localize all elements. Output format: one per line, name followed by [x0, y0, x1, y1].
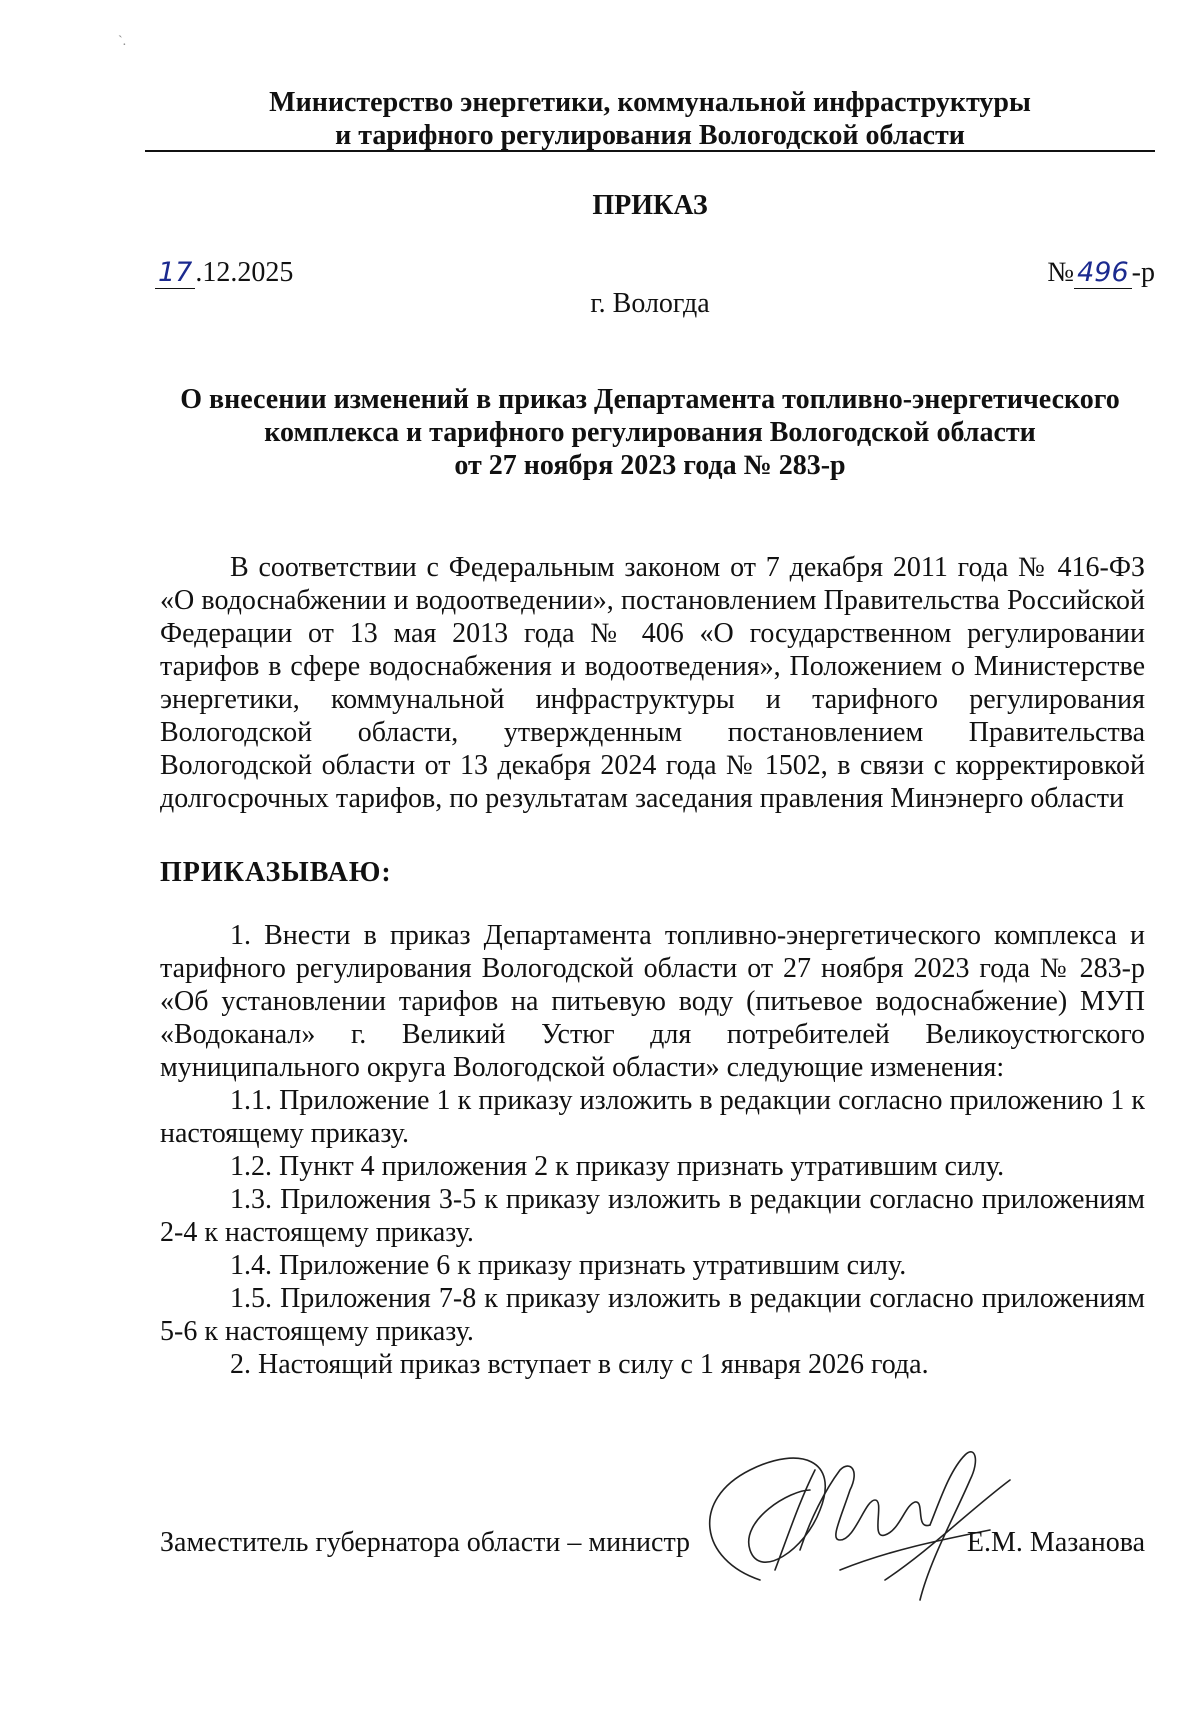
item-1-1: 1.1. Приложение 1 к приказу изложить в редакции согласно приложению 1 к настоящему приказу.: [160, 1085, 1145, 1149]
signatory-position: Заместитель губернатора области – министр: [160, 1527, 691, 1558]
number-handwritten: 496: [1074, 258, 1132, 289]
directive-heading: ПРИКАЗЫВАЮ:: [160, 857, 392, 888]
item-1-4: 1.4. Приложение 6 к приказу признать утратившим силу.: [230, 1250, 907, 1281]
city: г. Вологда: [590, 288, 710, 319]
number-suffix: -р: [1131, 257, 1155, 288]
item-1-2: 1.2. Пункт 4 приложения 2 к приказу признать утратившим силу.: [230, 1151, 1005, 1182]
ministry-header: [145, 86, 1155, 152]
date-day-handwritten: 17: [155, 258, 195, 289]
ministry-line-1: Министерство энергетики, коммунальной инфраструктуры: [269, 87, 1031, 118]
order-title: ПРИКАЗ: [592, 190, 708, 221]
item-1: 1. Внести в приказ Департамента топливно-энергетического комплекса и тарифного регулирования Вологодской области от 27 ноября 2023 года № 283-р «Об установлении тарифов на питьевую воду (питьевое водоснабжение) МУП «Водоканал» г. Великий Устюг для потребителей Великоустюгского муниципального округа Вологодской области» следующие изменения:: [160, 920, 1145, 1083]
signatory-name: Е.М. Мазанова: [966, 1527, 1145, 1558]
subject-line-1: О внесении изменений в приказ Департамента топливно-энергетического: [180, 384, 1120, 415]
subject-line-3: от 27 ноября 2023 года № 283-р: [454, 450, 846, 481]
item-1-3: 1.3. Приложения 3-5 к приказу изложить в редакции согласно приложениям 2-4 к настоящему приказу.: [160, 1184, 1145, 1248]
handwritten-signature: [690, 1430, 1030, 1610]
scan-mark: `.: [118, 34, 127, 49]
number-prefix: №: [1047, 257, 1075, 288]
order-date: [155, 257, 293, 289]
order-number: [1047, 257, 1155, 289]
item-1-5: 1.5. Приложения 7-8 к приказу изложить в редакции согласно приложениям 5-6 к настоящему приказу.: [160, 1283, 1145, 1347]
header-rule: [145, 150, 1155, 152]
preamble-block: [160, 551, 1145, 815]
order-items: [160, 919, 1145, 1381]
preamble-paragraph: В соответствии с Федеральным законом от 7 декабря 2011 года № 416-ФЗ «О водоснабжении и водоотведении», постановлением Правительства Российской Федерации от 13 мая 2013 года № 406 «О государственном регулировании тарифов в сфере водоснабжения и водоотведения», Положением о Министерстве энергетики, коммунальной инфраструктуры и тарифного регулирования Вологодской области, утвержденным постановлением Правительства Вологодской области от 13 декабря 2024 года № 1502, в связи с корректировкой долгосрочных тарифов, по результатам заседания правления Минэнерго области: [160, 552, 1145, 814]
item-2: 2. Настоящий приказ вступает в силу с 1 января 2026 года.: [230, 1349, 929, 1380]
order-subject: [145, 383, 1155, 482]
subject-line-2: комплекса и тарифного регулирования Вологодской области: [264, 417, 1036, 448]
ministry-line-2: и тарифного регулирования Вологодской области: [335, 120, 965, 151]
date-rest: .12.2025: [195, 257, 294, 288]
